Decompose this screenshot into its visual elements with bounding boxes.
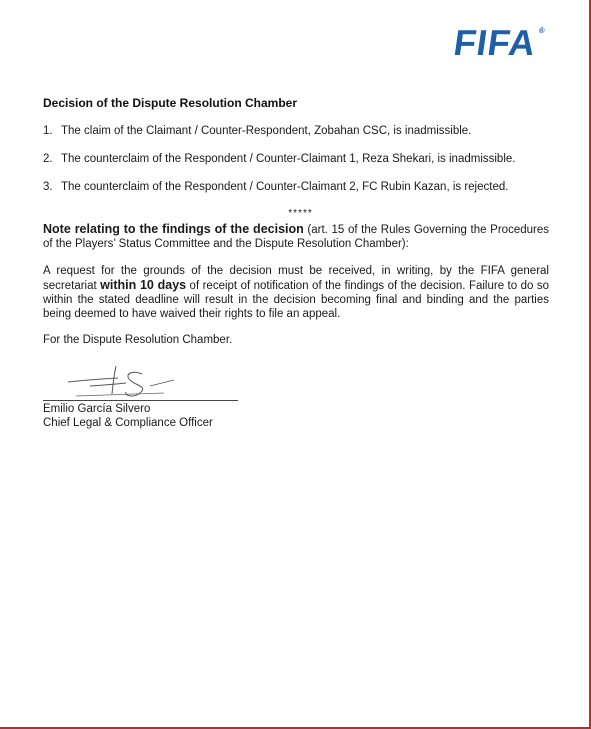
- item-number: 1.: [43, 125, 53, 137]
- closing-line: For the Dispute Resolution Chamber.: [43, 334, 233, 346]
- fifa-logo: FIFA®: [451, 22, 547, 63]
- signer-name: Emilio García Silvero: [43, 403, 151, 415]
- separator: *****: [288, 208, 313, 219]
- decision-list: [43, 124, 553, 208]
- paragraph-text: of receipt of notification of the findings of the decision. Failure to do so within the stated deadline will result in the decision becoming final and binding and the parties being deemed to have waived their rights to file an appeal.: [43, 280, 549, 320]
- item-number: 2.: [43, 153, 53, 165]
- note-text: (art. 15 of the Rules Governing the Procedures of the Players’ Status Committee and the Dispute Resolution Chamber):: [43, 224, 549, 250]
- decision-heading: Decision of the Dispute Resolution Chamber: [43, 96, 298, 110]
- deadline-emphasis: within 10 days: [100, 278, 187, 292]
- note-paragraph: [43, 222, 549, 251]
- paragraph-text: A request for the grounds of the decision must be received, in writing, by the FIFA general secretariat: [43, 265, 549, 292]
- signer-block: [43, 402, 213, 430]
- signature-line: [43, 400, 238, 401]
- list-item: [43, 180, 553, 194]
- list-item: [43, 124, 553, 138]
- note-title: Note relating to the findings of the decision: [43, 222, 304, 236]
- list-item: [43, 152, 553, 166]
- signer-title: Chief Legal & Compliance Officer: [43, 417, 213, 429]
- item-text: The counterclaim of the Respondent / Counter-Claimant 2, FC Rubin Kazan, is rejected.: [61, 181, 509, 193]
- item-number: 3.: [43, 181, 53, 193]
- item-text: The counterclaim of the Respondent / Counter-Claimant 1, Reza Shekari, is inadmissible.: [61, 153, 516, 165]
- item-text: The claim of the Claimant / Counter-Respondent, Zobahan CSC, is inadmissible.: [61, 125, 472, 137]
- handwritten-signature: [66, 360, 186, 402]
- appeal-paragraph: [43, 264, 549, 321]
